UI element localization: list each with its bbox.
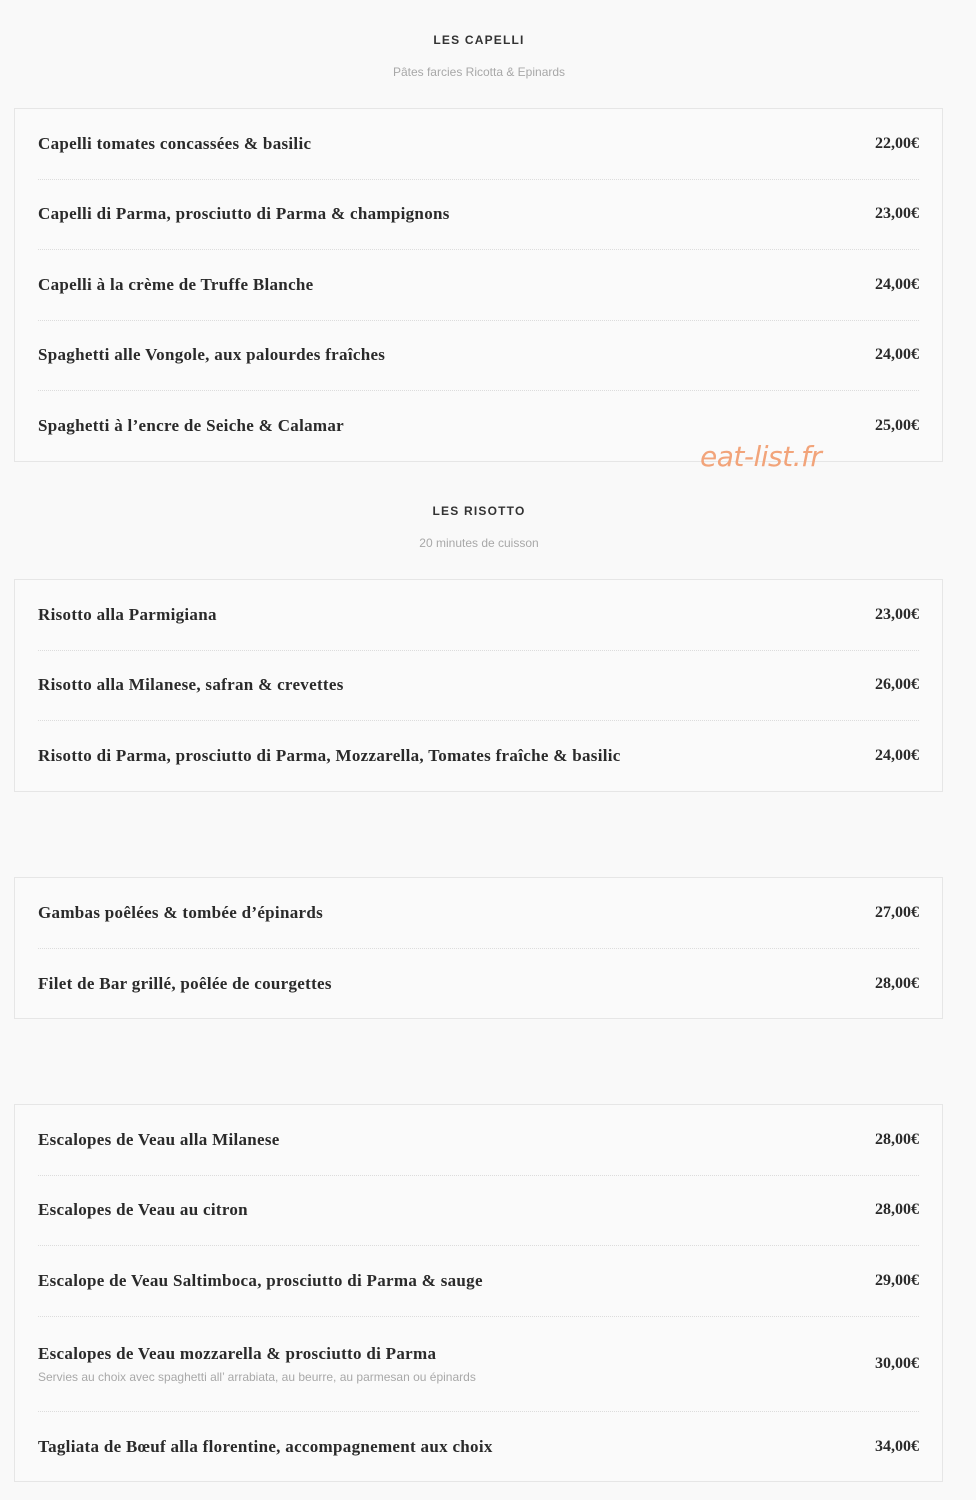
- menu-item: [38, 878, 919, 949]
- menu-item-name: Filet de Bar grillé, poêlée de courgettes: [38, 973, 332, 993]
- menu-item: [38, 1176, 919, 1247]
- menu-item: [38, 580, 919, 651]
- menu-item-name: Capelli à la crème de Truffe Blanche: [38, 274, 314, 294]
- menu-item-name: Escalope de Veau Saltimboca, prosciutto di Parma & sauge: [38, 1270, 483, 1290]
- menu-item-name: Escalopes de Veau alla Milanese: [38, 1129, 280, 1149]
- menu-item-price: 30,00€: [875, 1354, 919, 1372]
- menu-item-price: 26,00€: [875, 676, 919, 694]
- menu-item-price: 24,00€: [875, 346, 919, 364]
- menu-item-description: Servies au choix avec spaghetti all’ arrabiata, au beurre, au parmesan ou épinards: [38, 1369, 476, 1384]
- menu-item-price: 25,00€: [875, 417, 919, 435]
- menu-item-price: 23,00€: [875, 205, 919, 223]
- watermark-logo: eat-list.fr: [700, 440, 822, 473]
- menu-item-name: Risotto di Parma, prosciutto di Parma, Mozzarella, Tomates fraîche & basilic: [38, 746, 621, 766]
- menu-card-capelli: [14, 108, 943, 462]
- menu-item-name: Capelli di Parma, prosciutto di Parma & champignons: [38, 204, 450, 224]
- menu-item-name: Spaghetti à l’encre de Seiche & Calamar: [38, 416, 345, 436]
- menu-item: [38, 109, 919, 180]
- menu-item-price: 24,00€: [875, 275, 919, 293]
- menu-item: [38, 651, 919, 722]
- menu-item-name: Escalopes de Veau mozzarella & prosciutto di Parma: [38, 1343, 437, 1363]
- menu-card-risotto: [14, 579, 943, 792]
- menu-item-name: Spaghetti alle Vongole, aux palourdes fraîches: [38, 345, 386, 365]
- menu-item: [38, 721, 919, 792]
- menu-item: [38, 949, 919, 1020]
- menu-item-name: Gambas poêlées & tombée d’épinards: [38, 902, 324, 922]
- menu-item: [38, 1105, 919, 1176]
- menu-item-name: Tagliata de Bœuf alla florentine, accompagnement aux choix: [38, 1436, 493, 1456]
- section-subtitle-risotto: 20 minutes de cuisson: [419, 536, 539, 550]
- menu-item-name: Capelli tomates concassées & basilic: [38, 133, 312, 153]
- menu-item-price: 23,00€: [875, 605, 919, 623]
- menu-item: [38, 1317, 919, 1412]
- menu-item-price: 24,00€: [875, 747, 919, 765]
- menu-item: [38, 321, 919, 392]
- menu-card-viandes: [14, 1104, 943, 1482]
- menu-item-price: 28,00€: [875, 974, 919, 992]
- menu-item-price: 28,00€: [875, 1201, 919, 1219]
- menu-item-price: 29,00€: [875, 1271, 919, 1289]
- menu-item-price: 28,00€: [875, 1130, 919, 1148]
- menu-item-price: 34,00€: [875, 1437, 919, 1455]
- menu-item-name: Risotto alla Parmigiana: [38, 604, 217, 624]
- menu-card-poissons: [14, 877, 943, 1019]
- menu-item-text: [38, 1344, 476, 1384]
- section-subtitle-capelli: Pâtes farcies Ricotta & Epinards: [392, 65, 566, 79]
- section-title-risotto: LES RISOTTO: [432, 504, 526, 518]
- menu-item-name: Risotto alla Milanese, safran & crevettes: [38, 675, 344, 695]
- menu-item-price: 27,00€: [875, 903, 919, 921]
- menu-item: [38, 1412, 919, 1483]
- section-title-capelli: LES CAPELLI: [433, 33, 525, 47]
- menu-item: [38, 1246, 919, 1317]
- menu-item: [38, 250, 919, 321]
- menu-item-name: Escalopes de Veau au citron: [38, 1200, 248, 1220]
- menu-item: [38, 180, 919, 251]
- menu-item-price: 22,00€: [875, 134, 919, 152]
